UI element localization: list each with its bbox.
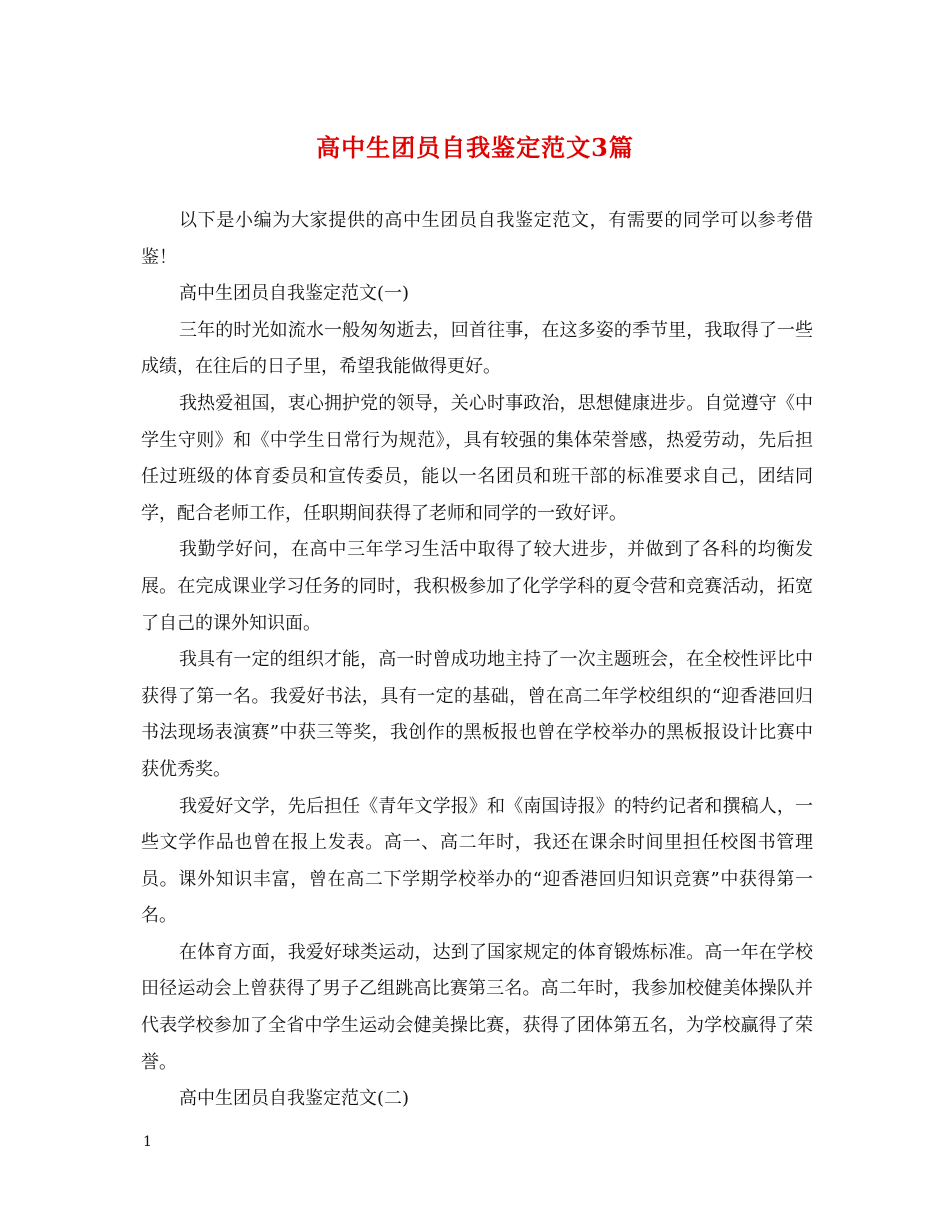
paragraph: 我勤学好问，在高中三年学习生活中取得了较大进步，并做到了各科的均衡发展。在完成课业学习任务的同时，我积极参加了化学学科的夏令营和竞赛活动，拓宽了自己的课外知识面。: [141, 539, 813, 634]
document-title: 高中生团员自我鉴定范文3篇: [316, 133, 634, 162]
page-number: 1: [143, 1134, 152, 1150]
paragraph: 我爱好文学，先后担任《青年文学报》和《南国诗报》的特约记者和撰稿人，一些文学作品也曾在报上发表。高一、高二年时，我还在课余时间里担任校图书管理员。课外知识丰富，曾在高二下学期学校举办的“迎香港回归知识竞赛”中获得第一名。: [141, 795, 813, 927]
paragraph: 我热爱祖国，衷心拥护党的领导，关心时事政治，思想健康进步。自觉遵守《中学生守则》和《中学生日常行为规范》，具有较强的集体荣誉感，热爱劳动，先后担任过班级的体育委员和宣传委员，能以一名团员和班干部的标准要求自己，团结同学，配合老师工作，任职期间获得了老师和同学的一致好评。: [141, 392, 813, 524]
intro-paragraph: 以下是小编为大家提供的高中生团员自我鉴定范文，有需要的同学可以参考借鉴！: [141, 210, 813, 268]
section-heading-1: 高中生团员自我鉴定范文(一): [179, 283, 410, 305]
paragraph: 我具有一定的组织才能，高一时曾成功地主持了一次主题班会，在全校性评比中获得了第一名。我爱好书法，具有一定的基础，曾在高二年学校组织的“迎香港回归书法现场表演赛”中获三等奖，我创作的黑板报也曾在学校举办的黑板报设计比赛中获优秀奖。: [141, 649, 813, 780]
section-heading-2: 高中生团员自我鉴定范文(二): [179, 1088, 410, 1110]
paragraph: 三年的时光如流水一般匆匆逝去，回首往事，在这多姿的季节里，我取得了一些成绩，在往后的日子里，希望我能做得更好。: [141, 319, 813, 378]
document-body: [141, 203, 813, 1118]
paragraph: 在体育方面，我爱好球类运动，达到了国家规定的体育锻炼标准。高一年在学校田径运动会上曾获得了男子乙组跳高比赛第三名。高二年时，我参加校健美体操队并代表学校参加了全省中学生运动会健美操比赛，获得了团体第五名，为学校赢得了荣誉。: [141, 941, 813, 1073]
